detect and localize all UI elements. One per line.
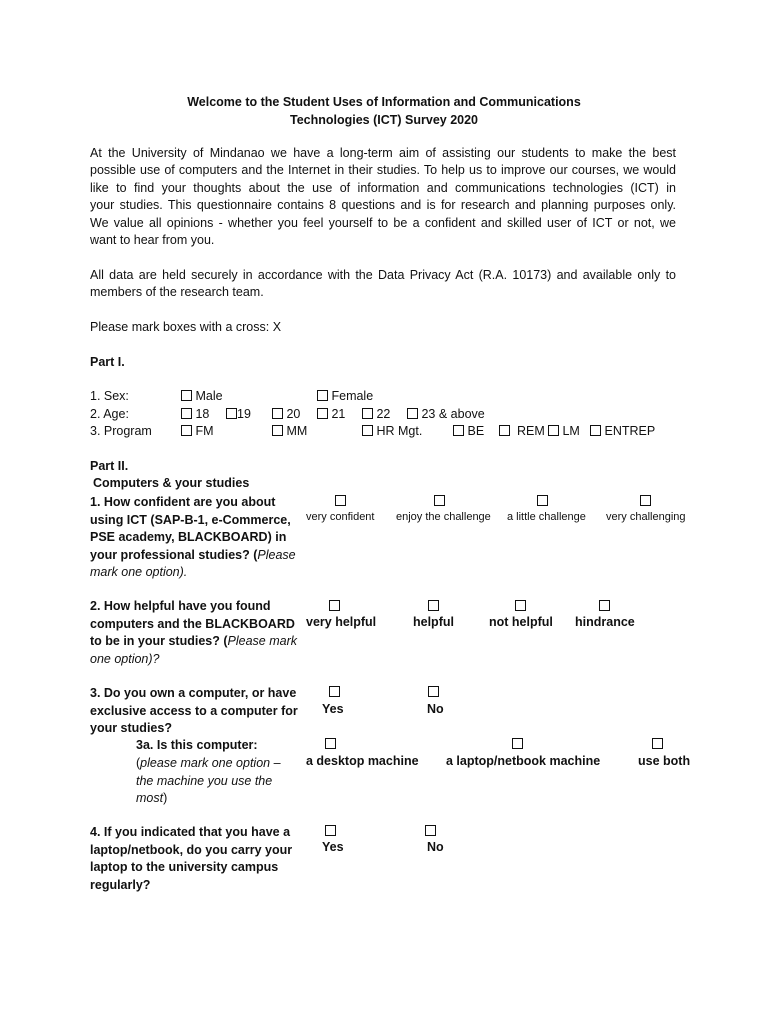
checkbox-age-21[interactable] [317,408,328,419]
option-label: use both [638,754,691,768]
option-hr-mgt[interactable] [362,424,422,438]
checkbox-rem[interactable] [499,425,510,436]
checkbox-q3-yes[interactable] [329,686,340,697]
checkbox-enjoy-challenge[interactable] [434,495,445,506]
option-age-20[interactable] [272,407,300,421]
option-label: very helpful [306,615,377,629]
question-3: 3. Do you own a computer, or have exclusive access to a computer for your studies? [90,686,298,736]
question-text: 1. How confident are you about using ICT ( [90,495,276,527]
question-text: 2. How helpful have you found computers and the BLACKBOARD to be in your studies? ( [90,599,295,649]
option-entrep[interactable] [590,424,655,438]
intro-paragraph [90,145,676,249]
option-label: not helpful [489,615,553,629]
option-rem[interactable] [499,424,545,438]
checkbox-male[interactable] [181,390,192,401]
option-age-19[interactable] [226,407,251,421]
question-3a-hint [136,755,296,808]
checkbox-desktop[interactable] [325,738,336,749]
survey-title-line-1: Welcome to the Student Uses of Information and Communications [187,95,581,109]
intro-line: like to find your thoughts about the use of information and communications technologies (ICT) in [90,180,676,195]
option-age-18[interactable] [181,407,209,421]
checkbox-q4-yes[interactable] [325,825,336,836]
option-label: very challenging [606,511,686,523]
option-label: No [427,702,444,716]
option-fm[interactable] [181,424,214,438]
program-label: 3. Program [90,424,152,438]
option-label: a laptop/netbook machine [446,754,601,768]
option-label: Yes [322,702,344,716]
privacy-paragraph [90,267,676,302]
question-4: 4. If you indicated that you have a laptop/netbook, do you carry your laptop to the university campus regularly? [90,825,293,892]
option-age-23-above[interactable] [407,407,485,421]
checkbox-use-both[interactable] [652,738,663,749]
intro-line: want to hear from you. [90,232,215,247]
checkbox-age-20[interactable] [272,408,283,419]
question-text: SAP-B-1, e-Commerce, PSE academy, BLACKBOARD [90,512,291,545]
option-label: 19 [237,407,251,421]
checkbox-hindrance[interactable] [599,600,610,611]
question-1 [90,494,305,582]
intro-line: possible use of computers and the Internet in their studies. To help us to improve our courses, we would [90,163,676,178]
option-label: 20 [286,407,301,421]
option-mm[interactable] [272,424,307,438]
checkbox-mm[interactable] [272,425,283,436]
sex-label: 1. Sex: [90,389,129,403]
option-label: very confident [306,511,375,523]
question-hint: Please mark one option [90,547,296,580]
checkbox-age-22[interactable] [362,408,373,419]
instruction-text: Please mark boxes with a cross: X [90,320,282,334]
checkbox-lm[interactable] [548,425,559,436]
question-2 [90,598,305,668]
option-label: ENTREP [604,424,656,438]
intro-line: your studies. This questionnaire contains 8 questions and is for research and planning purposes only. [90,198,676,213]
option-label: Male [195,389,223,403]
checkbox-age-23-above[interactable] [407,408,418,419]
checkbox-hr-mgt[interactable] [362,425,373,436]
checkbox-very-helpful[interactable] [329,600,340,611]
option-be[interactable] [453,424,484,438]
checkbox-fm[interactable] [181,425,192,436]
checkbox-very-challenging[interactable] [640,495,651,506]
privacy-line: members of the research team. [90,285,264,300]
part-1-heading: Part I. [90,355,125,369]
question-text: ( [136,756,141,770]
option-label: 21 [331,407,346,421]
option-male[interactable] [181,389,223,403]
option-label: enjoy the challenge [396,511,491,523]
option-label: BE [467,424,485,438]
question-3a: 3a. Is this computer: [136,738,258,752]
option-label: 23 & above [421,407,485,421]
question-text: )? [148,651,160,666]
option-label: No [427,840,444,854]
question-text: ). [179,565,188,580]
question-hint: Please mark one option [90,634,297,666]
checkbox-age-18[interactable] [181,408,192,419]
intro-line: At the University of Mindanao we have a long-term aim of assisting our students to make the best [90,146,676,160]
checkbox-helpful[interactable] [428,600,439,611]
age-label: 2. Age: [90,407,129,421]
option-label: a desktop machine [306,754,419,768]
checkbox-q4-no[interactable] [425,825,436,836]
option-label: Yes [322,840,344,854]
question-hint: please mark one option – the machine you use the most [136,756,281,806]
option-label: HR Mgt. [376,424,423,438]
option-label: FM [195,424,214,438]
option-label: hindrance [575,615,635,629]
option-label: a little challenge [507,511,586,523]
checkbox-not-helpful[interactable] [515,600,526,611]
question-text: ) in your professional studies? ( [90,530,287,562]
question-text: ) [163,791,168,806]
option-lm[interactable] [548,424,580,438]
checkbox-little-challenge[interactable] [537,495,548,506]
checkbox-laptop[interactable] [512,738,523,749]
option-age-22[interactable] [362,407,390,421]
checkbox-very-confident[interactable] [335,495,346,506]
option-label: MM [286,424,308,438]
intro-line: We value all opinions - whether you feel yourself to be a confident and skilled user of ICT or not, we [90,215,676,230]
option-label: REM [516,424,545,438]
checkbox-female[interactable] [317,390,328,401]
checkbox-age-19[interactable] [226,408,237,419]
checkbox-q3-no[interactable] [428,686,439,697]
privacy-line: All data are held securely in accordance with the Data Privacy Act (R.A. 10173) and available only to [90,268,676,282]
survey-title-line-2: Technologies (ICT) Survey 2020 [289,113,479,127]
option-label: 18 [195,407,210,421]
option-label: LM [562,424,580,438]
checkbox-be[interactable] [453,425,464,436]
checkbox-entrep[interactable] [590,425,601,436]
option-age-21[interactable] [317,407,345,421]
option-label: 22 [376,407,391,421]
option-label: helpful [413,615,454,629]
option-female[interactable] [317,389,373,403]
part-2-heading: Part II. [90,459,129,473]
part-2-subheading: Computers & your studies [93,476,250,490]
option-label: Female [331,389,374,403]
